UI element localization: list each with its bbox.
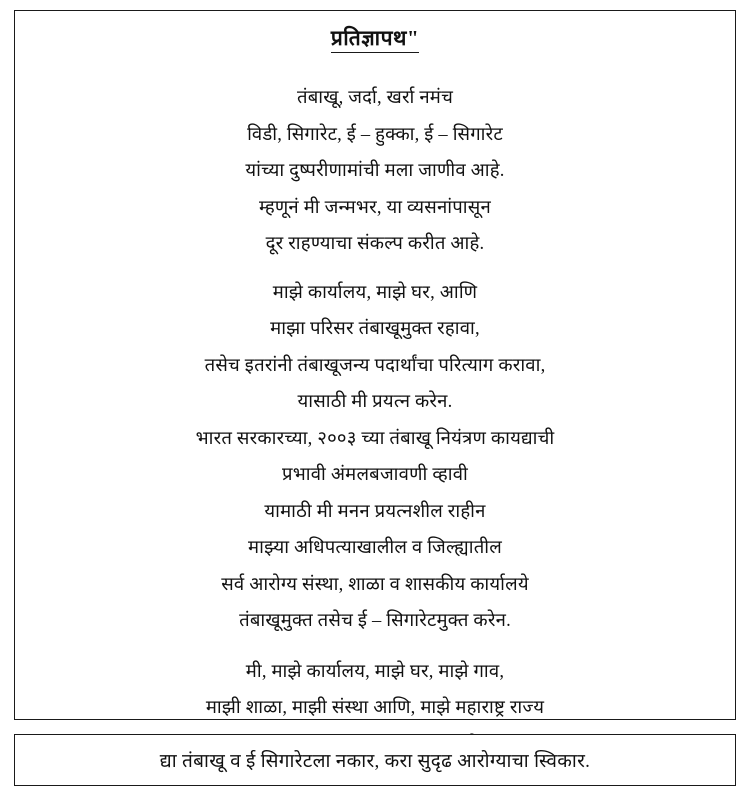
stanza-2: [15, 284, 735, 631]
stanza-2-line-4: यासाठी मी प्रयत्न करेन.: [297, 392, 453, 413]
footer-slogan: द्या तंबाखू व ई सिगारेटला नकार, करा सुदृढ आरोग्याचा स्विकार.: [159, 751, 591, 772]
stanza-2-line-1: माझे कार्यालय, माझे घर, आणि: [272, 282, 478, 303]
stanza-2-line-3: तसेच इतरांनी तंबाखूजन्य पदार्थांचा परित्याग करावा,: [204, 355, 546, 376]
stanza-3-line-1: मी, माझे कार्यालय, माझे घर, माझे गाव,: [245, 661, 505, 682]
stanza-3-line-2: माझी शाळा, माझी संस्था आणि, माझे महाराष्ट्र राज्य: [205, 698, 545, 719]
stanza-1-line-1: तंबाखू, जर्दा, खर्रा नमंच: [296, 88, 454, 109]
stanza-1-line-4: म्हणूनं मी जन्मभर, या व्यसनांपासून: [259, 197, 491, 218]
stanza-2-line-9: सर्व आरोग्य संस्था, शाळा व शासकीय कार्यालये: [221, 574, 529, 595]
stanza-2-line-8: माझ्या अधिपत्याखालील व जिल्ह्यातील: [248, 538, 502, 559]
stanza-1-line-2: विडी, सिगारेट, ई – हुक्का, ई – सिगारेट: [247, 124, 503, 145]
stanza-2-line-6: प्रभावी अंमलबजावणी व्हावी: [282, 465, 468, 486]
page-title: प्रतिज्ञापथ": [331, 25, 419, 53]
stanza-1: [15, 89, 735, 254]
stanza-1-line-3: यांच्या दुष्परीणामांची मला जाणीव आहे.: [245, 161, 505, 182]
pledge-main-box: [14, 10, 736, 720]
footer-slogan-box: [14, 734, 736, 786]
stanza-2-line-5: भारत सरकारच्या, २००३ च्या तंबाखू नियंत्रण कायद्याची: [195, 428, 555, 449]
page-title-wrapper: [15, 25, 735, 53]
stanza-1-line-5: दूर राहण्याचा संकल्प करीत आहे.: [265, 234, 485, 255]
stanza-2-line-7: यामाठी मी मनन प्रयत्नशील राहीन: [264, 501, 486, 522]
stanza-2-line-2: माझा परिसर तंबाखूमुक्त रहावा,: [270, 319, 480, 340]
stanza-2-line-10: तंबाखूमुक्त तसेच ई – सिगारेटमुक्त करेन.: [239, 611, 511, 632]
